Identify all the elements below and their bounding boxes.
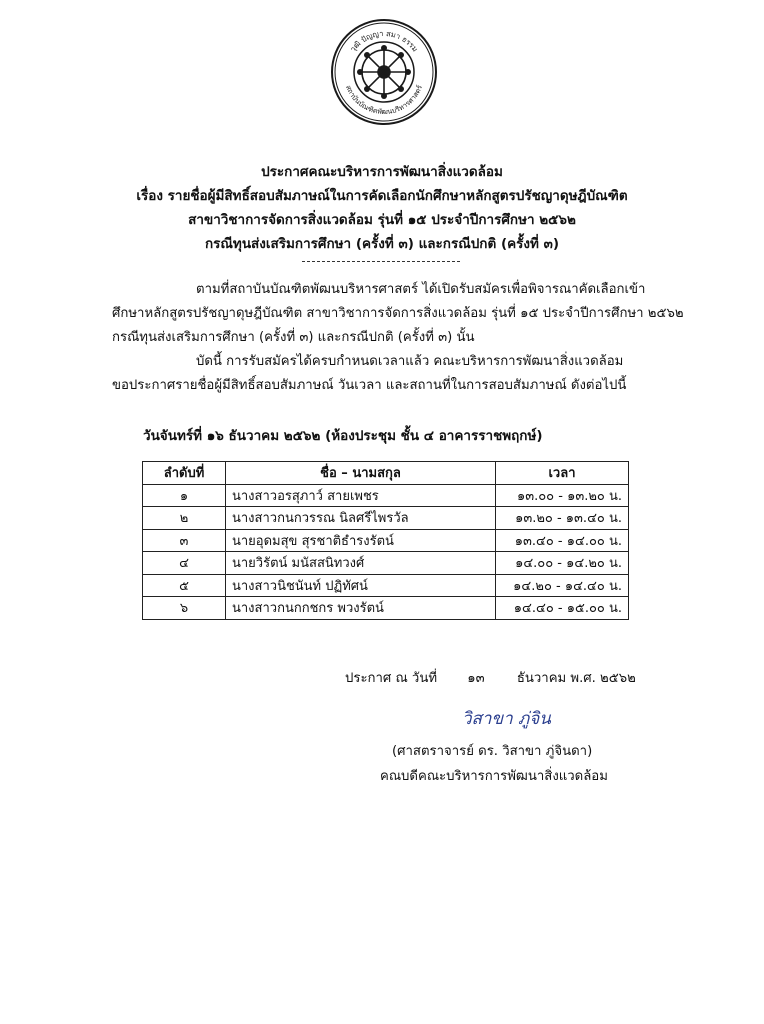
row-name: นางสาวกนกวรรณ นิลศรีไพรวัล: [226, 507, 496, 530]
row-order: ๓: [143, 529, 226, 552]
header-name: ชื่อ – นามสกุล: [226, 462, 496, 485]
paragraph-1-line-3: กรณีทุนส่งเสริมการศึกษา (ครั้งที่ ๓) และกรณีปกติ (ครั้งที่ ๓) นั้น: [112, 330, 475, 345]
row-time: ๑๔.๔๐ - ๑๕.๐๐ น.: [496, 597, 629, 620]
row-time: ๑๓.๐๐ - ๑๓.๒๐ น.: [496, 484, 629, 507]
row-name: นางสาวกนกกชกร พวงรัตน์: [226, 597, 496, 620]
paragraph-2-line-2: ขอประกาศรายชื่อผู้มีสิทธิ์สอบสัมภาษณ์ วันเวลา และสถานที่ในการสอบสัมภาษณ์ ดังต่อไปนี้: [112, 378, 627, 393]
table-row: [143, 529, 629, 552]
row-order: ๑: [143, 484, 226, 507]
table-row: [143, 484, 629, 507]
row-name: นายวิรัตน์ มนัสสนิทวงศ์: [226, 552, 496, 575]
signer-name: (ศาสตราจารย์ ดร. วิสาขา ภู่จินดา): [392, 744, 593, 759]
row-name: นายอุดมสุข สุรชาติธำรงรัตน์: [226, 529, 496, 552]
header-divider: [302, 261, 460, 262]
seal-text-top: วุฒิ ปัญญา สมา ธรรม: [348, 28, 420, 54]
signature-handwriting: วิสาขา ภู่จิน: [462, 709, 551, 729]
row-order: ๖: [143, 597, 226, 620]
seal-text-bottom: สถาบันบัณฑิตพัฒนบริหารศาสตร์: [344, 84, 424, 117]
announce-month-year: ธันวาคม พ.ศ. ๒๕๖๒: [516, 671, 636, 686]
paragraph-2-line-1: บัดนี้ การรับสมัครได้ครบกำหนดเวลาแล้ว คณะบริหารการพัฒนาสิ่งแวดล้อม: [196, 354, 624, 369]
row-name: นางสาวอรสุภาว์ สายเพชร: [226, 484, 496, 507]
table-row: [143, 552, 629, 575]
paragraph-1-line-2: ศึกษาหลักสูตรปรัชญาดุษฎีบัณฑิต สาขาวิชาการจัดการสิ่งแวดล้อม รุ่นที่ ๑๕ ประจำปีการศึกษา ๒๕๖๒: [112, 306, 684, 321]
announcement-date: [345, 667, 636, 688]
handwritten-signature: [458, 700, 568, 736]
announcement-title: ประกาศคณะบริหารการพัฒนาสิ่งแวดล้อม: [261, 164, 503, 180]
row-time: ๑๔.๒๐ - ๑๔.๔๐ น.: [496, 574, 629, 597]
row-order: ๒: [143, 507, 226, 530]
row-time: ๑๓.๔๐ - ๑๔.๐๐ น.: [496, 529, 629, 552]
header-order: ลำดับที่: [143, 462, 226, 485]
header-time: เวลา: [496, 462, 629, 485]
row-order: ๔: [143, 552, 226, 575]
signer-position: คณบดีคณะบริหารการพัฒนาสิ่งแวดล้อม: [380, 769, 608, 784]
case-line: กรณีทุนส่งเสริมการศึกษา (ครั้งที่ ๓) และกรณีปกติ (ครั้งที่ ๓): [204, 236, 559, 252]
program-line: สาขาวิชาการจัดการสิ่งแวดล้อม รุ่นที่ ๑๕ ประจำปีการศึกษา ๒๕๖๒: [188, 212, 576, 228]
row-time: ๑๓.๒๐ - ๑๓.๔๐ น.: [496, 507, 629, 530]
table-row: [143, 574, 629, 597]
table-row: [143, 507, 629, 530]
session-title: วันจันทร์ที่ ๑๖ ธันวาคม ๒๕๖๒ (ห้องประชุม ชั้น ๔ อาคารราชพฤกษ์): [143, 428, 543, 444]
row-order: ๕: [143, 574, 226, 597]
row-name: นางสาวนิชนันท์ ปฏิทัศน์: [226, 574, 496, 597]
row-time: ๑๔.๐๐ - ๑๔.๒๐ น.: [496, 552, 629, 575]
interview-schedule-table: [142, 461, 629, 620]
table-row: [143, 597, 629, 620]
table-header-row: [143, 462, 629, 485]
institution-seal: [330, 18, 438, 126]
paragraph-1-line-1: ตามที่สถาบันบัณฑิตพัฒนบริหารศาสตร์ ได้เปิดรับสมัครเพื่อพิจารณาคัดเลือกเข้า: [196, 282, 646, 297]
announce-label: ประกาศ ณ วันที่: [345, 671, 438, 686]
subject-line: เรื่อง รายชื่อผู้มีสิทธิ์สอบสัมภาษณ์ในการคัดเลือกนักศึกษาหลักสูตรปรัชญาดุษฎีบัณฑิต: [136, 188, 628, 204]
announce-day: ๑๓: [467, 671, 485, 686]
